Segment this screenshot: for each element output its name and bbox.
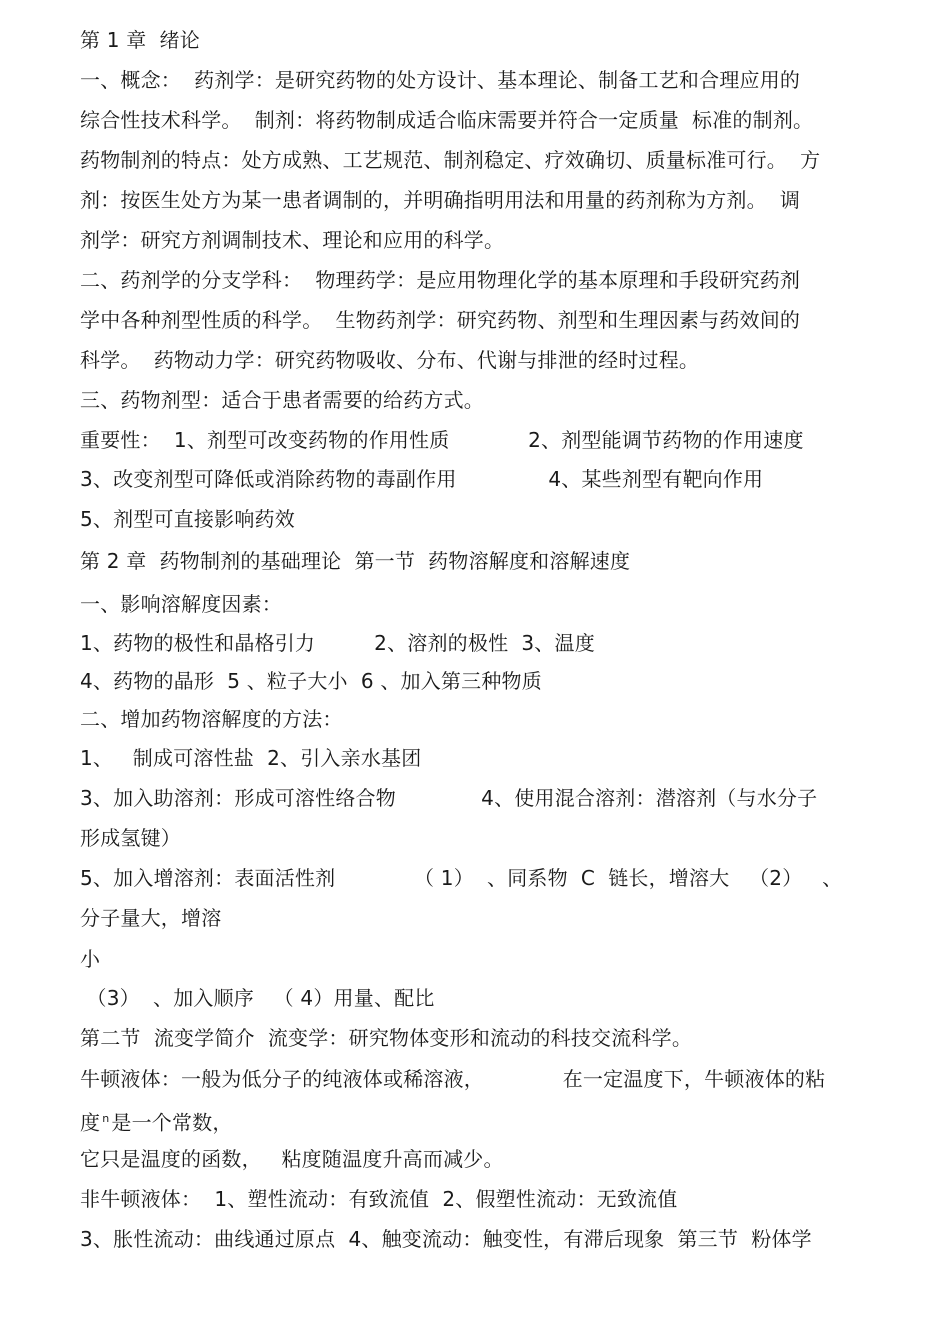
text-line: 一、概念： 药剂学：是研究药物的处方设计、基本理论、制备工艺和合理应用的 [80, 68, 801, 92]
text-line: 重要性： 1、剂型可改变药物的作用性质 2、剂型能调节药物的作用速度 [80, 428, 804, 452]
text-line: （3） 、加入顺序 （ 4）用量、配比 [80, 986, 435, 1010]
text-line: 5、剂型可直接影响药效 [80, 507, 295, 531]
text-line: 1、药物的极性和晶格引力 2、溶剂的极性 3、温度 [80, 631, 595, 655]
text-line: 药物制剂的特点：处方成熟、工艺规范、制剂稳定、疗效确切、质量标准可行。 方 [80, 148, 821, 172]
text-line [80, 1106, 233, 1136]
text-line: 1、 制成可溶性盐 2、引入亲水基团 [80, 746, 422, 770]
text-line: 3、改变剂型可降低或消除药物的毒副作用 4、某些剂型有靶向作用 [80, 467, 764, 491]
text-line: 4、药物的晶形 5 、粒子大小 6 、加入第三种物质 [80, 669, 542, 693]
text-line: 三、药物剂型：适合于患者需要的给药方式。 [80, 388, 484, 412]
text-line: 科学。 药物动力学：研究药物吸收、分布、代谢与排泄的经时过程。 [80, 348, 700, 372]
text-line: 5、加入增溶剂：表面活性剂 （ 1） 、同系物 C 链长，增溶大 （2） 、 [80, 866, 843, 890]
text-line: 分子量大，增溶 [80, 906, 222, 930]
text-line: 3、胀性流动：曲线通过原点 4、触变流动：触变性，有滞后现象 第三节 粉体学 [80, 1227, 812, 1251]
section-heading-rheology: 第二节 流变学简介 流变学：研究物体变形和流动的科技交流科学。 [80, 1026, 693, 1050]
text-fragment: 度 [80, 1110, 101, 1135]
text-line: 形成氢键） [80, 826, 181, 850]
text-line: 剂学：研究方剂调制技术、理论和应用的科学。 [80, 228, 505, 252]
viscosity-symbol: n [102, 1112, 110, 1125]
text-line: 非牛顿液体： 1、塑性流动：有致流值 2、假塑性流动：无致流值 [80, 1187, 678, 1211]
chapter-1-heading: 第 1 章 绪论 [80, 28, 200, 52]
text-line: 小 [80, 947, 101, 971]
text-fragment: 是一个常数， [111, 1110, 233, 1135]
text-line: 3、加入助溶剂：形成可溶性络合物 4、使用混合溶剂：潜溶剂（与水分子 [80, 786, 818, 810]
text-line: 牛顿液体：一般为低分子的纯液体或稀溶液， 在一定温度下，牛顿液体的粘 [80, 1067, 826, 1091]
chapter-2-heading: 第 2 章 药物制剂的基础理论 第一节 药物溶解度和溶解速度 [80, 549, 631, 573]
text-line: 它只是温度的函数， 粘度随温度升高而减少。 [80, 1147, 504, 1171]
text-line: 二、药剂学的分支学科： 物理药学：是应用物理化学的基本原理和手段研究药剂 [80, 268, 801, 292]
text-line: 综合性技术科学。 制剂：将药物制成适合临床需要并符合一定质量 标准的制剂。 [80, 108, 814, 132]
text-line: 剂：按医生处方为某一患者调制的，并明确指明用法和用量的药剂称为方剂。 调 [80, 188, 801, 212]
text-line: 学中各种剂型性质的科学。 生物药剂学：研究药物、剂型和生理因素与药效间的 [80, 308, 801, 332]
text-line: 一、影响溶解度因素： [80, 592, 282, 616]
text-line: 二、增加药物溶解度的方法： [80, 707, 343, 731]
